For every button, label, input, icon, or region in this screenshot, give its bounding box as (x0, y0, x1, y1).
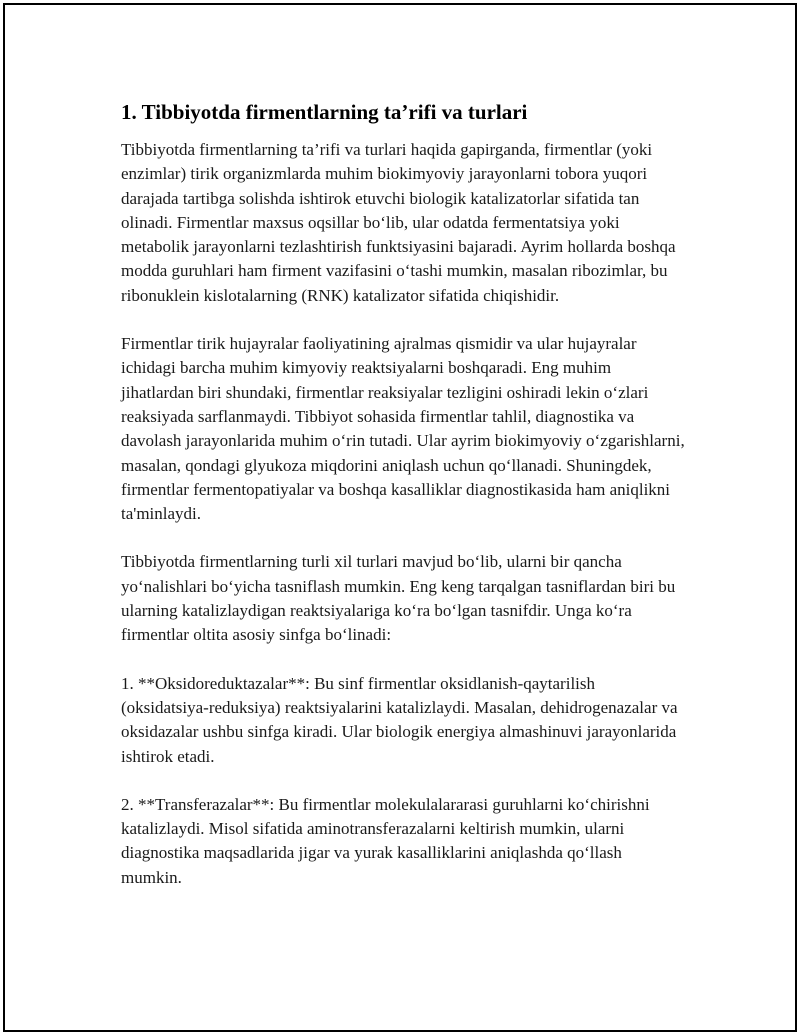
list-item-transferases: 2. **Transferazalar**: Bu firmentlar molekulalararasi guruhlarni ko‘chirishni katalizlaydi. Misol sifatida aminotransferazalarni keltirish mumkin, ularni diagnostika maqsadlarida jigar va yurak kasalliklarini aniqlashda qo‘llash mumkin. (121, 794, 650, 887)
section-heading: 1. Tibbiyotda firmentlarning ta’rifi va turlari (121, 100, 528, 124)
paragraph-definition: Tibbiyotda firmentlarning ta’rifi va turlari haqida gapirganda, firmentlar (yoki enzimlar) tirik organizmlarda muhim biokimyoviy jarayonlarni tobora yuqori darajada tartibga solishda ishtirok etuvchi biologik katalizatorlar sifatida tan olinadi. Firmentlar maxsus oqsillar bo‘lib, ular odatda fermentatsiya yoki metabolik jarayonlarni tezlashtirish funktsiyasini bajaradi. Ayrim hollarda boshqa modda guruhlari ham firment vazifasini o‘tashi mumkin, masalan ribozimlar, bu ribonuklein kislotalarning (RNK) katalizator sifatida chiqishidir. (121, 140, 676, 305)
paragraph-classification: Tibbiyotda firmentlarning turli xil turlari mavjud bo‘lib, ularni bir qancha yo‘nalishlari bo‘yicha tasniflash mumkin. Eng keng tarqalgan tasniflardan biri bu ularning katalizlaydigan reaktsiyalariga ko‘ra bo‘lgan tasnifdir. Unga ko‘ra firmentlar oltita asosiy sinfga bo‘linadi: (121, 552, 676, 645)
paragraph-role: Firmentlar tirik hujayralar faoliyatining ajralmas qismidir va ular hujayralar ichidagi barcha muhim kimyoviy reaktsiyalarni boshqaradi. Eng muhim jihatlardan biri shundaki, firmentlar reaksiyalar tezligini oshiradi lekin o‘zlari reaksiyada sarflanmaydi. Tibbiyot sohasida firmentlar tahlil, diagnostika va davolash jarayonlarida muhim o‘rin tutadi. Ular ayrim biokimyoviy o‘zgarishlarni, masalan, qondagi glyukoza miqdorini aniqlash uchun qo‘llanadi. Shuningdek, firmentlar fermentopatiyalar va boshqa kasalliklar diagnostikasida ham aniqlikni ta'minlaydi. (121, 334, 685, 524)
document-body (121, 97, 687, 914)
list-item-oxidoreductases: 1. **Oksidoreduktazalar**: Bu sinf firmentlar oksidlanish-qaytarilish (oksidatsiya-reduksiya) reaktsiyalarini katalizlaydi. Masalan, dehidrogenazalar va oksidazalar ushbu sinfga kiradi. Ular biologik energiya almashinuvi jarayonlarida ishtirok etadi. (121, 673, 678, 766)
page-frame (3, 3, 797, 1032)
